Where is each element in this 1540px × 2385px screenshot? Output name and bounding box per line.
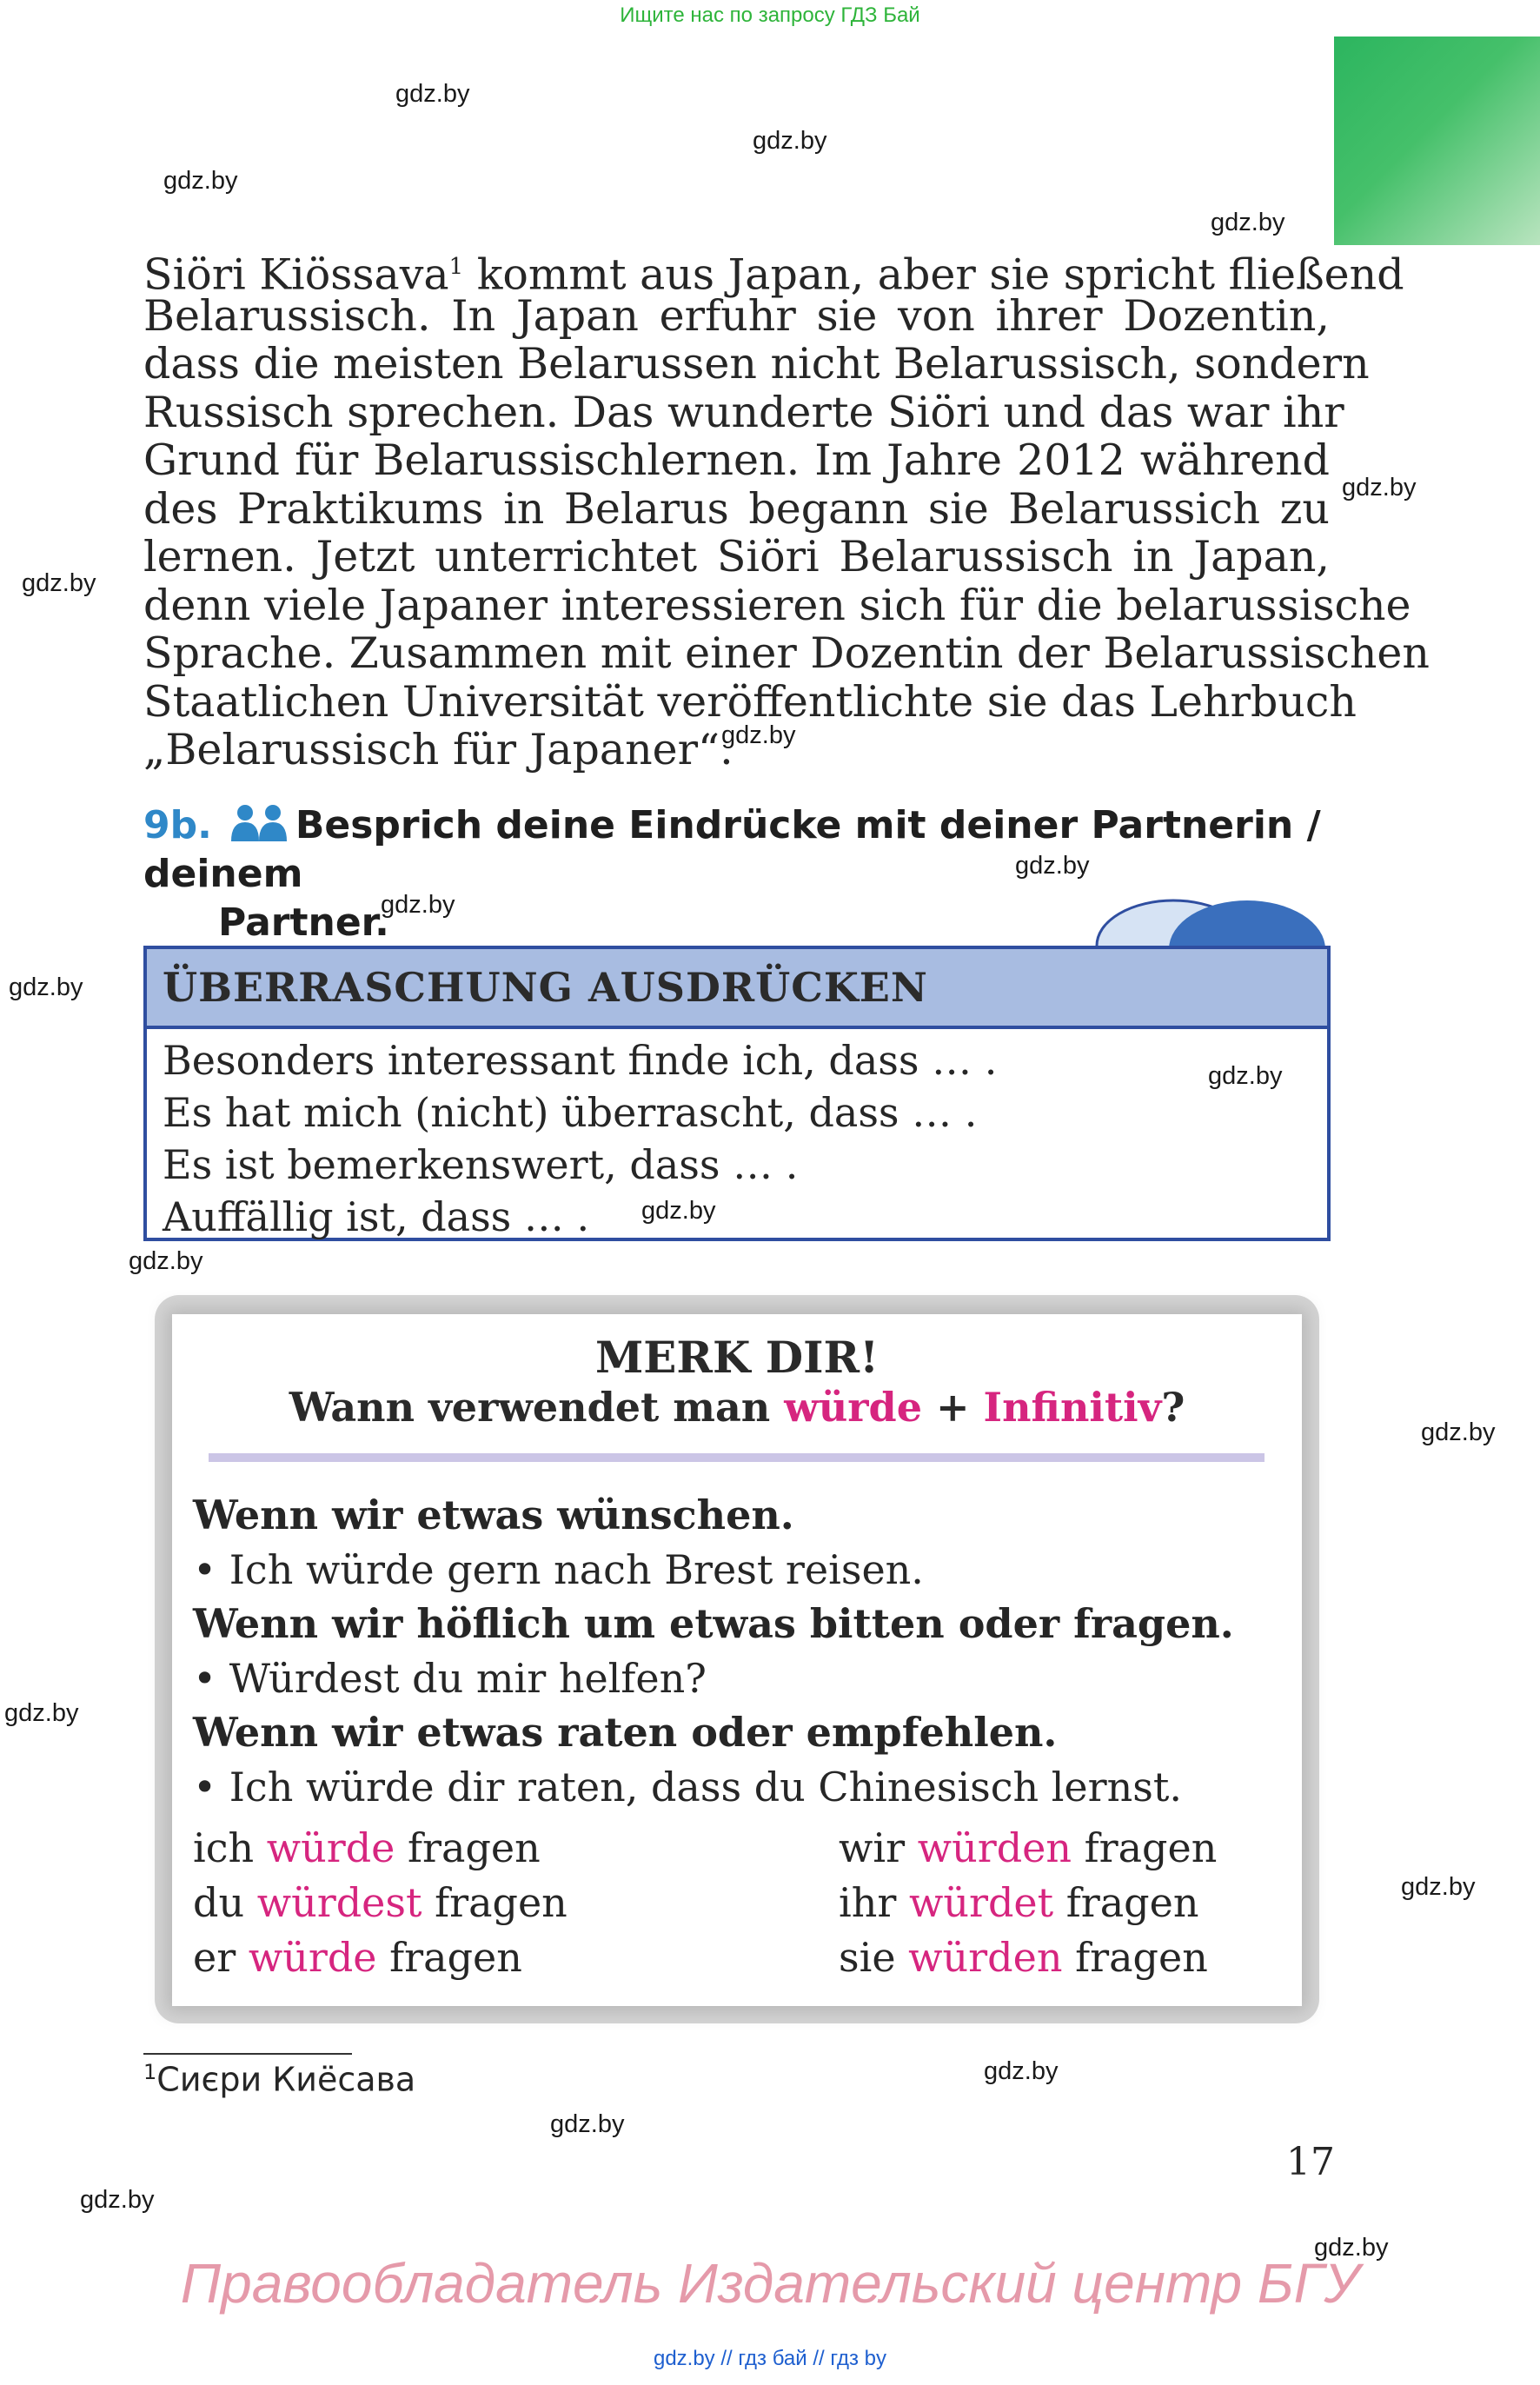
phrase-list xyxy=(147,1029,1327,1243)
watermark: gdz.by xyxy=(1314,2234,1389,2262)
merk-rules xyxy=(193,1488,1288,1814)
paragraph-line: Staatlichen Universität veröffentlichte sie das Lehrbuch xyxy=(143,676,1357,727)
watermark: gdz.by xyxy=(721,721,796,749)
conjugation-row: wir würden fragen xyxy=(839,1824,1218,1871)
phrase-item: Besonders interessant finde ich, dass … . xyxy=(163,1037,998,1084)
phrase-item: Auffällig ist, dass … . xyxy=(163,1193,590,1240)
watermark: gdz.by xyxy=(1342,474,1417,502)
watermark: gdz.by xyxy=(984,2057,1059,2085)
conjugation-row: ihr würdet fragen xyxy=(839,1879,1199,1926)
watermark: gdz.by xyxy=(1211,209,1285,236)
paragraph-line: denn viele Japaner interessieren sich für die belarussische xyxy=(143,580,1411,630)
watermark: gdz.by xyxy=(1208,1062,1283,1090)
footnote-rule xyxy=(143,2053,352,2055)
watermark: gdz.by xyxy=(753,127,827,155)
conjugation-row: er würde fragen xyxy=(193,1934,522,1981)
bullet-icon: • xyxy=(193,1763,217,1810)
merk-dir-question: Wann verwendet man würde + Infinitiv? xyxy=(289,1384,1185,1431)
copyright-notice: Правообладатель Издательский центр БГУ xyxy=(180,2252,1360,2315)
rule-heading: Wenn wir etwas wünschen. xyxy=(193,1491,794,1538)
conjugation-row: ich würde fragen xyxy=(193,1824,541,1871)
watermark: gdz.by xyxy=(395,80,470,108)
paragraph-line: Belarussisch. In Japan erfuhr sie von ihrer Dozentin, xyxy=(143,290,1330,341)
phrase-item: Es ist bemerkenswert, dass … . xyxy=(163,1141,799,1188)
conjugation-singular xyxy=(193,1821,568,1985)
merk-divider xyxy=(209,1453,1265,1462)
conjugation-row: du würdest fragen xyxy=(193,1879,568,1926)
watermark: gdz.by xyxy=(1401,1873,1476,1901)
watermark: gdz.by xyxy=(9,973,83,1001)
rule-heading: Wenn wir etwas raten oder empfehlen. xyxy=(193,1709,1058,1756)
watermark: gdz.by xyxy=(129,1247,203,1275)
rule-example: • Ich würde gern nach Brest reisen. xyxy=(193,1545,924,1593)
paragraph-line: „Belarussisch für Japaner“. xyxy=(143,725,733,774)
green-corner-tab xyxy=(1334,37,1540,245)
paragraph-line: dass die meisten Belarussen nicht Belarussisch, sondern xyxy=(143,339,1370,389)
paragraph-line: Siöri Kiössava$^1$ kommt aus Japan, aber sie spricht fließend xyxy=(143,249,1404,300)
footnote: $^1$Сиєри Киёсава xyxy=(143,2060,416,2099)
paragraph-line: Sprache. Zusammen mit einer Dozentin der Belarussischen xyxy=(143,628,1430,678)
rule-example: • Würdest du mir helfen? xyxy=(193,1654,707,1702)
paragraph-line: Grund für Belarussischlernen. Im Jahre 2012 während xyxy=(143,435,1330,485)
paragraph-line: lernen. Jetzt unterrichtet Siöri Belarussisch in Japan, xyxy=(143,532,1330,581)
task-instruction-line1: Besprich deine Eindrücke mit deiner Partnerin / deinem xyxy=(143,803,1321,896)
paragraph-line: des Praktikums in Belarus begann sie Belarussich zu xyxy=(143,483,1330,534)
watermark: gdz.by xyxy=(163,167,238,195)
rule-example: • Ich würde dir raten, dass du Chinesisch lernst. xyxy=(193,1763,1182,1810)
merk-dir-title: MERK DIR! xyxy=(594,1332,880,1383)
phrase-box-title: ÜBERRASCHUNG AUSDRÜCKEN xyxy=(147,949,1327,1029)
top-note: Ищите нас по запросу ГДЗ Бай xyxy=(620,3,920,27)
watermark: gdz.by xyxy=(381,891,455,919)
bullet-icon: • xyxy=(193,1654,217,1702)
bullet-icon: • xyxy=(193,1545,217,1593)
watermark: gdz.by xyxy=(1015,852,1090,880)
bottom-note: gdz.by // гдз бай // гдз by xyxy=(653,2347,887,2370)
phrase-box xyxy=(143,946,1331,1241)
pair-work-icon xyxy=(229,803,289,841)
task-number: 9b. xyxy=(143,803,212,847)
page-number: 17 xyxy=(1286,2140,1335,2184)
rule-heading: Wenn wir höflich um etwas bitten oder fragen. xyxy=(193,1600,1234,1647)
paragraph-line: Russisch sprechen. Das wunderte Siöri und das war ihr xyxy=(143,387,1344,437)
conjugation-row: sie würden fragen xyxy=(839,1934,1208,1981)
watermark: gdz.by xyxy=(550,2110,625,2138)
phrase-item: Es hat mich (nicht) überrascht, dass … . xyxy=(163,1089,978,1136)
watermark: gdz.by xyxy=(22,569,96,597)
conjugation-plural xyxy=(839,1821,1217,1985)
watermark: gdz.by xyxy=(641,1197,716,1225)
watermark: gdz.by xyxy=(4,1699,79,1727)
watermark: gdz.by xyxy=(1421,1418,1496,1446)
task-instruction-line2: Partner. xyxy=(218,900,389,945)
watermark: gdz.by xyxy=(80,2186,155,2214)
